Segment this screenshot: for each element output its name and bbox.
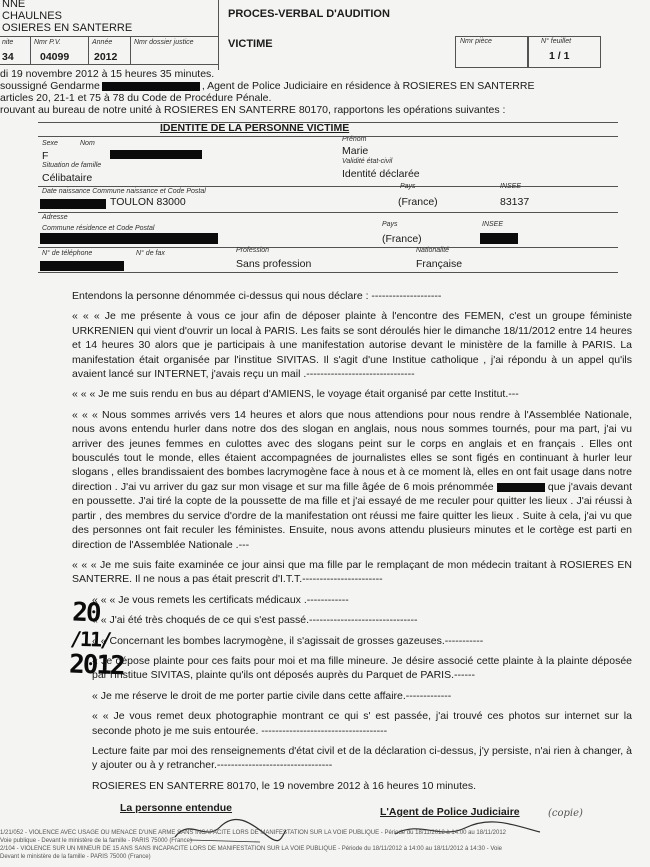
document-type: PROCES-VERBAL D'AUDITION — [228, 8, 390, 20]
residence-country-label: Pays — [382, 221, 398, 228]
statement-body — [72, 289, 632, 799]
redacted-residence-insee — [480, 233, 518, 244]
profession-value: Sans profession — [236, 258, 312, 270]
nationality-label: Nationalité — [416, 247, 450, 254]
address-label: Adresse — [42, 214, 68, 221]
residence-insee-label: INSEE — [482, 221, 504, 228]
statement-paragraph: « Je dépose plainte pour ces faits pour moi et ma fille mineure. Je désire associé cette plainte à la plainte déposée par l'institue SIVITAS, plainte qu'ils ont déposés auprès du Parquet de PARIS.------ — [92, 654, 632, 682]
statement-intro: Entendons la personne dénommée ci-dessus qui nous déclare : -------------------- — [72, 290, 442, 302]
unit-code-value: 34 — [2, 51, 14, 63]
fax-label: N° de fax — [136, 250, 165, 257]
unit-code-label: nite — [2, 39, 14, 46]
footer-line: Devant le ministère de la famille - PARIS 75000 (France) — [0, 854, 151, 860]
field-divider — [88, 36, 89, 64]
year-label: Année — [92, 39, 113, 46]
redacted-phone — [40, 261, 124, 271]
redacted-lastname — [110, 150, 202, 159]
statement-paragraph: « « « Je me suis rendu en bus au départ d'AMIENS, le voyage était organisé par cette Institut.--- — [72, 388, 519, 401]
statement-paragraph: « « Concernant les bombes lacrymogène, il s'agissait de grosses gazeuses.----------- — [92, 634, 484, 647]
copy-note: (copie) — [548, 808, 583, 819]
header-rule — [0, 64, 218, 65]
nationality-value: Française — [416, 258, 463, 270]
unit-name-line3: OSIERES EN SANTERRE — [2, 22, 133, 34]
intro-location-line: rouvant au bureau de notre unité à ROSIERES EN SANTERRE 80170, rapportons les opérations suivantes : — [0, 104, 506, 116]
field-divider — [130, 36, 131, 64]
family-status-label: Situation de famille — [42, 162, 102, 169]
signature-label-officer: L'Agent de Police Judiciaire — [380, 806, 520, 818]
birth-insee-label: INSEE — [500, 183, 522, 190]
civil-validity-label: Validité état-civil — [342, 158, 393, 165]
statement-paragraph: « « Je vous remet deux photographie montrant ce qui s' est passée, j'ai trouvé ces photos sur internet sur la seconde photo je me suis entourée. ------------------------------------ — [92, 710, 632, 737]
header-rule — [0, 36, 218, 37]
closing-place-date: ROSIERES EN SANTERRE 80170, le 19 novembre 2012 à 16 heures 10 minutes. — [92, 779, 477, 792]
birth-country-label: Pays — [400, 183, 416, 190]
signature-label-witness: La personne entendue — [120, 802, 233, 814]
redacted-birthdate — [40, 199, 106, 209]
field-divider — [30, 36, 31, 64]
intro-articles-line: articles 20, 21-1 et 75 à 78 du Code de Procédure Pénale. — [0, 92, 272, 104]
statement-paragraph: « « J'ai été très choqués de ce qui s'est passé.------------------------------- — [92, 614, 418, 627]
redacted-child-name — [497, 483, 545, 492]
residence-label: Commune résidence et Code Postal — [42, 225, 155, 232]
reading-confirmation: Lecture faite par moi des renseignements d'état civil et de la déclaration ci-dessus, j'y persiste, n'ai rien à changer, à y ajouter ou à y retrancher.--------------------------------- — [92, 744, 632, 772]
file-number-label: Nmr dossier justice — [134, 39, 194, 46]
family-status-value: Célibataire — [42, 172, 93, 184]
intro-date-line: di 19 novembre 2012 à 15 heures 35 minutes. — [0, 68, 215, 80]
footer-line: Voie publique - Devant le ministère de la famille - PARIS 75000 (France) — [0, 838, 192, 844]
firstname-value: Marie — [342, 145, 369, 157]
statement-paragraph: « Je me réserve le droit de me porter partie civile dans cette affaire.------------- — [92, 689, 452, 702]
unit-name-line2: CHAULNES — [2, 10, 62, 22]
identity-rule — [38, 186, 618, 187]
pv-number-value: 04099 — [40, 51, 70, 63]
officer-signature — [390, 816, 550, 842]
identity-rule — [38, 212, 618, 213]
sex-value: F — [42, 150, 49, 162]
date-stamp: 20 /11/ 2012 — [68, 597, 125, 682]
civil-validity-value: Identité déclarée — [342, 168, 420, 180]
sheet-number-value: 1 / 1 — [549, 50, 570, 62]
footer-line: 2/104 - VIOLENCE SUR UN MINEUR DE 15 ANS SANS INCAPACITE LORS DE MANIFESTATION SUR LA VOIE PUBLIQUE - Période du 18/11/2012 à 14:00 au 18/11/2012 à 14:30 - Voie — [0, 846, 502, 852]
birth-place-value: TOULON 83000 — [110, 196, 186, 208]
phone-label: N° de téléphone — [42, 250, 93, 257]
birth-insee-value: 83137 — [500, 196, 530, 208]
role-label: VICTIME — [228, 38, 273, 50]
unit-name-line1: NNE — [2, 0, 26, 10]
statement-paragraph: « « « Je me présente à vous ce jour afin de déposer plainte à l'encontre des FEMEN, c'est un groupe féministe URKRENIEN qui vient d'ouvrir un local à PARIS. Les faits se sont déroulés hier le dimanche 18/11/2012 entre 14 heures et 14 heures 30 alors que je participais à une manifestation autorise devant le ministère de la famille à PARIS. La manifestation était organisée par l'institue SIVITAS. Il s'agit d'une Institue catholique , j'ai répondu à un appel qu'ils avaient lancé sur INTERNET, j'avais reçu un mail .------------------------------- — [72, 310, 632, 381]
firstname-label: Prénom — [342, 136, 367, 143]
redacted-officer-name — [102, 82, 200, 91]
identity-rule-bottom — [38, 272, 618, 273]
sheet-number-label: N° feuillet — [541, 38, 572, 45]
birth-country-value: (France) — [398, 196, 438, 208]
redacted-address — [40, 233, 218, 244]
birth-label: Date naissance Commune naissance et Code Postal — [42, 188, 206, 195]
pv-number-label: Nmr P.V. — [34, 39, 61, 46]
header-divider — [218, 0, 219, 70]
identity-rule — [38, 136, 618, 137]
lastname-label: Nom — [80, 140, 95, 147]
profession-label: Profession — [236, 247, 270, 254]
intro-officer-line: soussigné Gendarme , Agent de Police Judiciaire en résidence à ROSIERES EN SANTERRE — [0, 80, 535, 92]
identity-rule — [38, 247, 618, 248]
footer-line: 1/21/052 - VIOLENCE AVEC USAGE OU MENACE D'UNE ARME SANS INCAPACITE LORS DE MANIFESTATION SUR LA VOIE PUBLIQUE - Période du 18/11/2012 à 14:00 au 18/11/2012 — [0, 830, 507, 836]
statement-paragraph: « « « Je me suis faite examinée ce jour ainsi que ma fille par le remplaçant de mon médecin traitant à ROSIERES EN SANTERRE. Il ne nous a pas était prescrit d'I.T.T.----------------------- — [72, 558, 632, 586]
statement-paragraph: « « « Je vous remets les certificats médicaux .------------ — [92, 593, 349, 606]
statement-paragraph: « « « Nous sommes arrivés vers 14 heures et alors que nous attendions pour nous rendre à l'Assemblée Nationale, nous avons entendu hurler dans notre dos des slogan en anglais, nous nous sommes tournés, pour ma part, j'ai vu arriver des jeunes femmes en culottes avec des slogans peint sur le corps en anglais et en français . Elles ont bousculés tout le monde, elles étaient accompagnées de journalistes elles se sont figés en continuant à hurler leur slogans , elles brandissaient des bombes lacrymogène face à nous et à ce moment là, elles en ont fait usage dans notre direction . J'ai vu arriver du gaz sur mon visage et sur ma fille âgée de 6 mois prénommée que j'avais devant en poussette. J'ai tiré la copte de la poussette de ma fille et j'ai essayé de me reculer pour quitter les lieux . J'ai réussi à partir , des membres du service d'ordre de la manifestation ont réussi me faire quitter les lieux . Suite à cela, j'ai vu que des personnes ont fait reculer les féministes. Ensuite, nous avons attendu plusieurs minutes et le cortège est parti en direction de l'Assemblée Nationale .--- — [72, 408, 633, 551]
year-value: 2012 — [94, 51, 118, 63]
piece-number-label: Nmr pièce — [460, 38, 492, 45]
sex-label: Sexe — [42, 140, 58, 147]
residence-country-value: (France) — [382, 233, 422, 245]
identity-title: IDENTITE DE LA PERSONNE VICTIME — [160, 122, 350, 134]
